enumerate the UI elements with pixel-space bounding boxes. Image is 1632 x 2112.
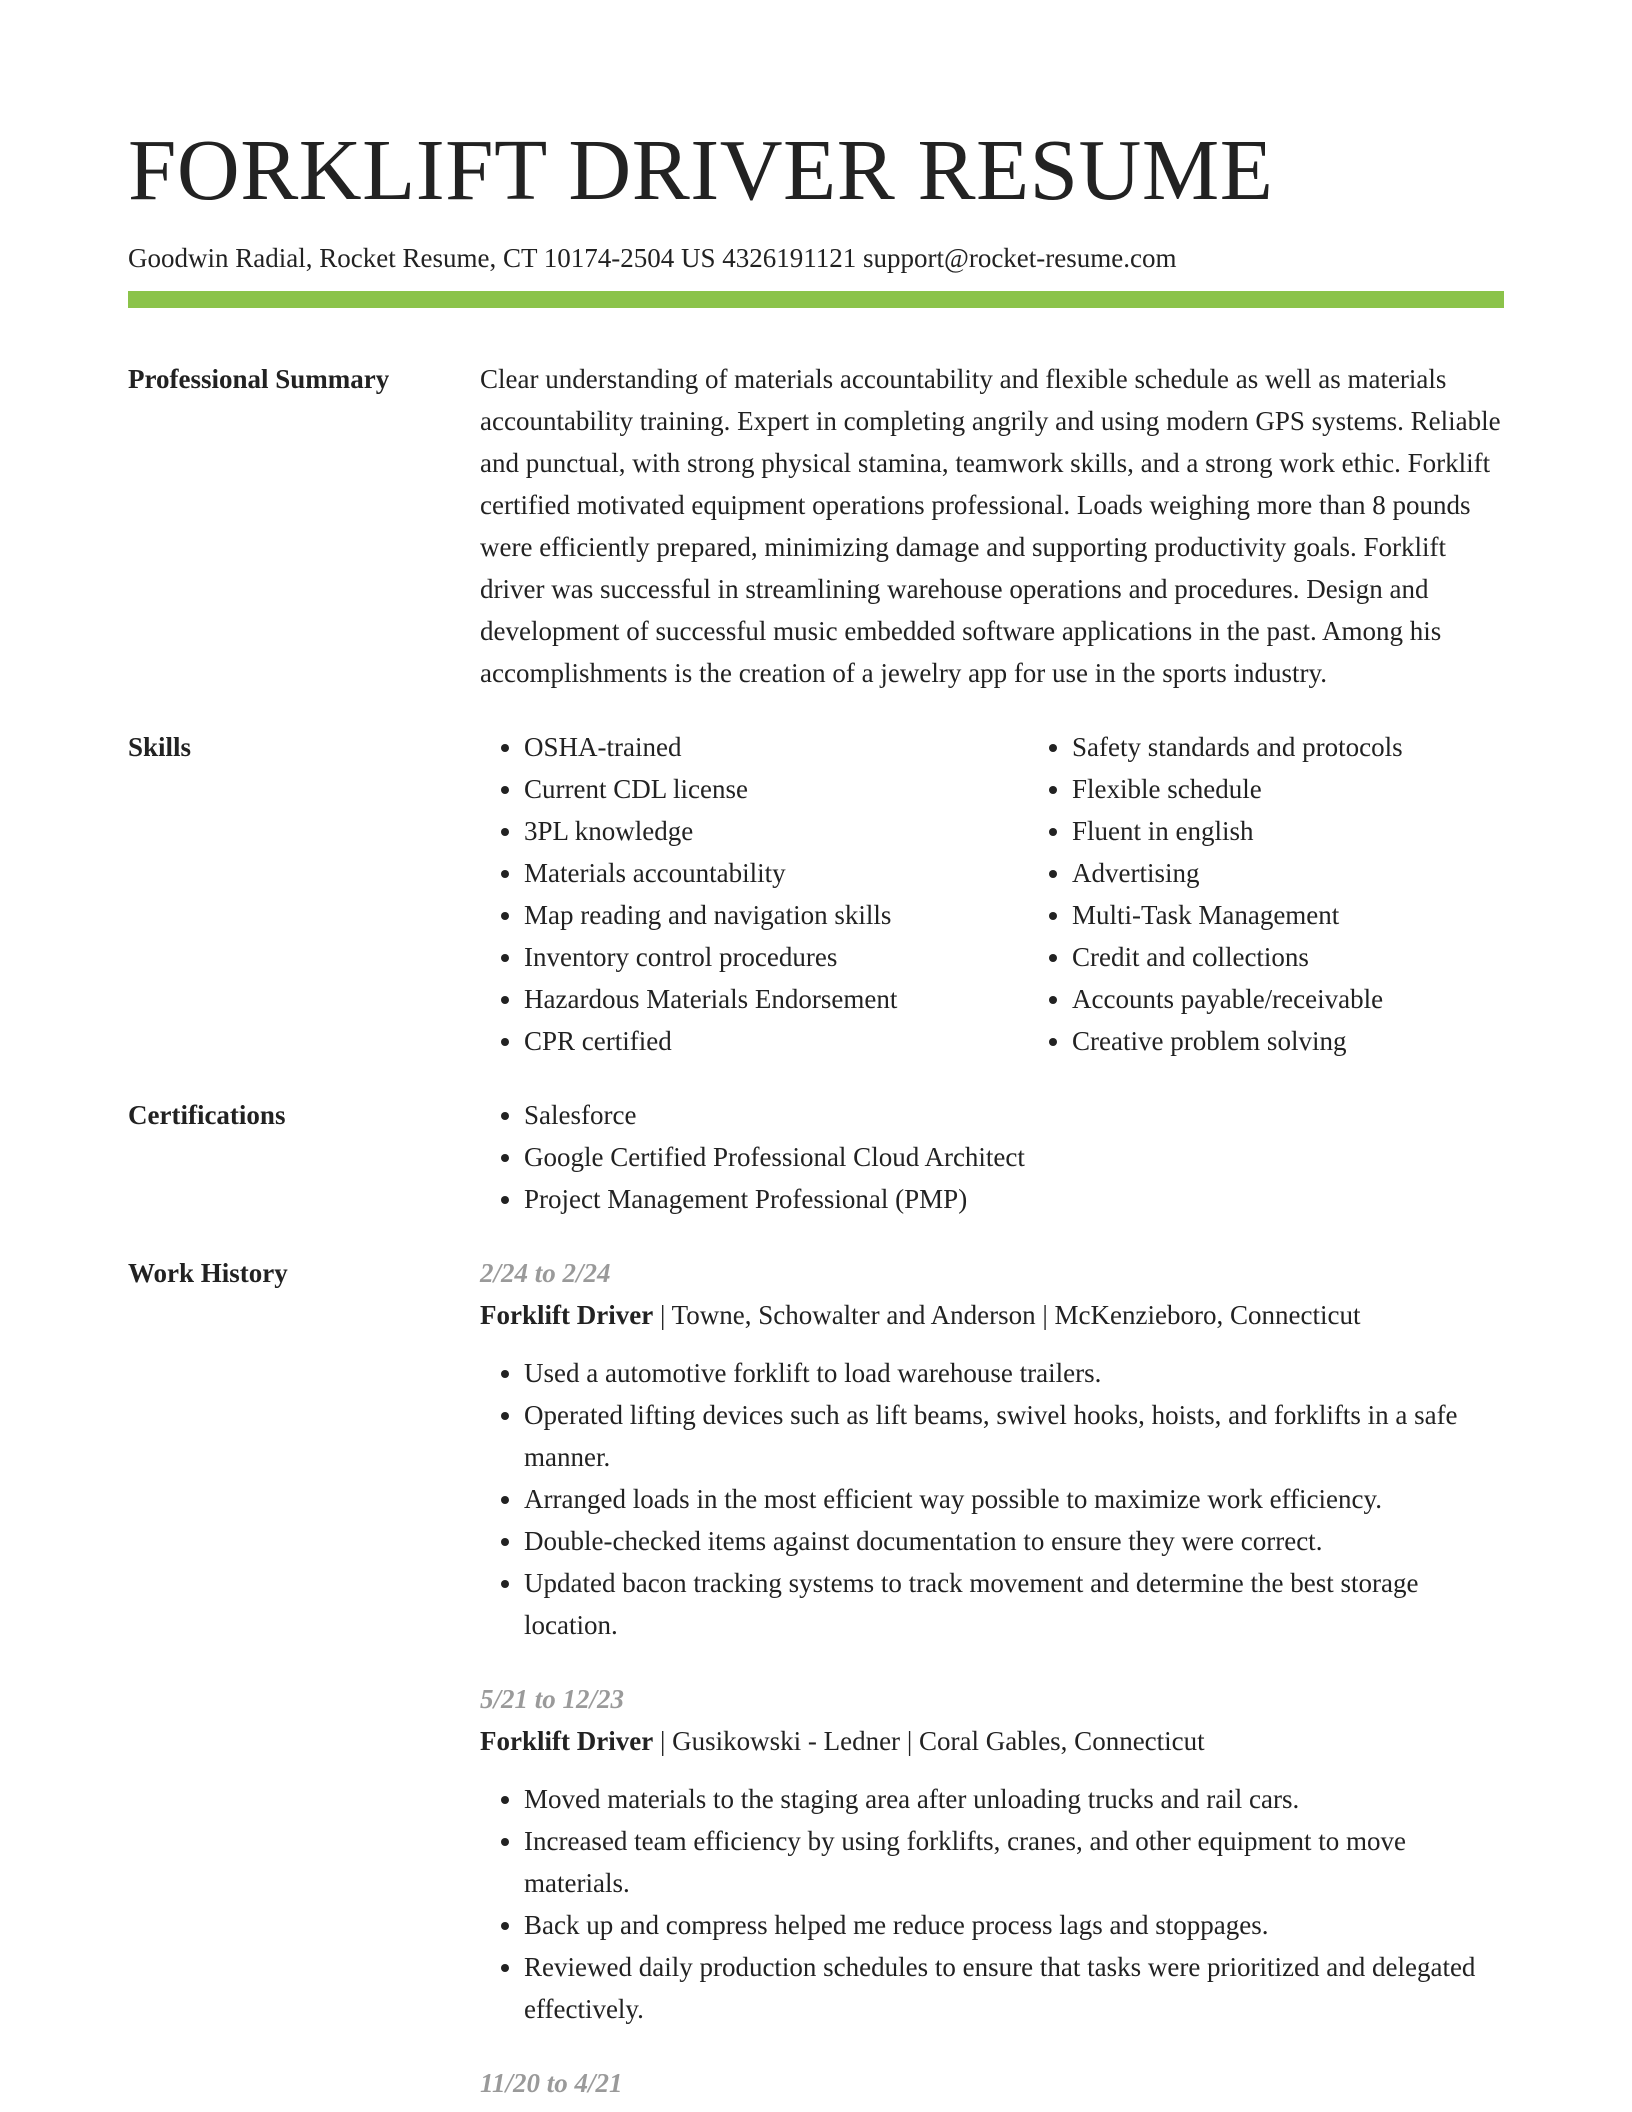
job-separator <box>1036 1300 1055 1330</box>
contact-line <box>128 240 1632 276</box>
summary-text: Clear understanding of materials accountability and flexible schedule as well as materials accountability training. Expert in completing angrily and using modern GPS systems. Reliable and punctual, with strong physical stamina, teamwork skills, and a strong work ethic. Forklift certified motivated equipment operations professional. Loads weighing more than 8 pounds were efficiently prepared, minimizing damage and supporting productivity goals. Forklift driver was successful in streamlining warehouse operations and procedures. Design and development of successful music embedded software applications in the past. Among his accomplishments is the creation of a jewelry app for use in the sports industry. <box>480 364 1501 688</box>
section-skills <box>128 726 1504 1062</box>
certification-item: • Salesforce <box>524 1094 1504 1136</box>
certification-item: • Google Certified Professional Cloud Architect <box>524 1136 1504 1178</box>
job-company: Towne, Schowalter and Anderson <box>671 1300 1036 1330</box>
job-duty-item: • Back up and compress helped me reduce process lags and stoppages. <box>524 1904 1504 1946</box>
skill-item: • Map reading and navigation skills <box>524 894 1028 936</box>
job-separator <box>653 1300 671 1330</box>
skill-item: • CPR certified <box>524 1020 1028 1062</box>
skill-item: • Credit and collections <box>1072 936 1592 978</box>
job-location: McKenzieboro, Connecticut <box>1054 1300 1361 1330</box>
job-duty-item: • Used a automotive forklift to load warehouse trailers. <box>524 1352 1504 1394</box>
job-separator <box>900 1726 919 1756</box>
job-duty-item: • Moved materials to the staging area after unloading trucks and rail cars. <box>524 1778 1504 1820</box>
job-heading <box>480 1294 1504 1336</box>
job-duties <box>480 1778 1504 2030</box>
job-duty-item: • Double-checked items against documentation to ensure they were correct. <box>524 1520 1504 1562</box>
skill-item: • Creative problem solving <box>1072 1020 1592 1062</box>
job-duty-item: • Reviewed daily production schedules to ensure that tasks were prioritized and delegated effectively. <box>524 1946 1504 2030</box>
skill-item: • 3PL knowledge <box>524 810 1028 852</box>
job-company: Gusikowski - Ledner <box>672 1726 901 1756</box>
job-duty-item: • Arranged loads in the most efficient way possible to maximize work efficiency. <box>524 1478 1504 1520</box>
skill-item: • Current CDL license <box>524 768 1028 810</box>
certifications-list <box>480 1094 1504 1220</box>
skill-item: • Advertising <box>1072 852 1592 894</box>
contact-address: Goodwin Radial, Rocket Resume, CT 10174-2504 US <box>128 243 716 273</box>
section-work-history <box>128 1252 1504 2104</box>
job-entry <box>480 2062 1504 2104</box>
skill-item: • Accounts payable/receivable <box>1072 978 1592 1020</box>
job-entry <box>480 1678 1504 2030</box>
job-dates: 2/24 to 2/24 <box>480 1258 611 1288</box>
job-title: Forklift Driver <box>480 1300 654 1330</box>
job-heading <box>480 1720 1504 1762</box>
contact-email: support@rocket-resume.com <box>862 243 1177 273</box>
certifications-body <box>480 1094 1504 1220</box>
section-label-skills: Skills <box>128 732 192 762</box>
job-entry <box>480 1252 1504 1646</box>
certification-item: • Project Management Professional (PMP) <box>524 1178 1504 1220</box>
job-dates: 5/21 to 12/23 <box>480 1684 625 1714</box>
job-title: Forklift Driver <box>480 1726 654 1756</box>
skill-item: • Materials accountability <box>524 852 1028 894</box>
skill-item: • OSHA-trained <box>524 726 1028 768</box>
accent-divider <box>128 291 1504 308</box>
skill-item: • Safety standards and protocols <box>1072 726 1592 768</box>
section-label-certifications: Certifications <box>128 1100 286 1130</box>
skills-column-left <box>480 726 1028 1062</box>
skill-item: • Hazardous Materials Endorsement <box>524 978 1028 1020</box>
resume-title: FORKLIFT DRIVER RESUME <box>128 121 1274 218</box>
work-history-body <box>480 1252 1504 2104</box>
skill-item: • Inventory control procedures <box>524 936 1028 978</box>
section-label-work-history: Work History <box>128 1258 288 1288</box>
job-dates: 11/20 to 4/21 <box>480 2068 623 2098</box>
section-label-summary: Professional Summary <box>128 364 390 394</box>
skills-grid <box>480 726 1592 1062</box>
skill-item: • Flexible schedule <box>1072 768 1592 810</box>
job-duty-item: • Operated lifting devices such as lift beams, swivel hooks, hoists, and forklifts in a safe manner. <box>524 1394 1504 1478</box>
skill-item: • Fluent in english <box>1072 810 1592 852</box>
job-location: Coral Gables, Connecticut <box>918 1726 1205 1756</box>
contact-phone: 4326191121 <box>722 243 857 273</box>
job-separator <box>653 1726 672 1756</box>
job-duties <box>480 1352 1504 1646</box>
section-professional-summary <box>128 358 1504 694</box>
skill-item: • Multi-Task Management <box>1072 894 1592 936</box>
job-duty-item: • Updated bacon tracking systems to track movement and determine the best storage location. <box>524 1562 1504 1646</box>
section-certifications <box>128 1094 1504 1220</box>
job-duty-item: • Increased team efficiency by using forklifts, cranes, and other equipment to move materials. <box>524 1820 1504 1904</box>
skills-column-right <box>1028 726 1592 1062</box>
